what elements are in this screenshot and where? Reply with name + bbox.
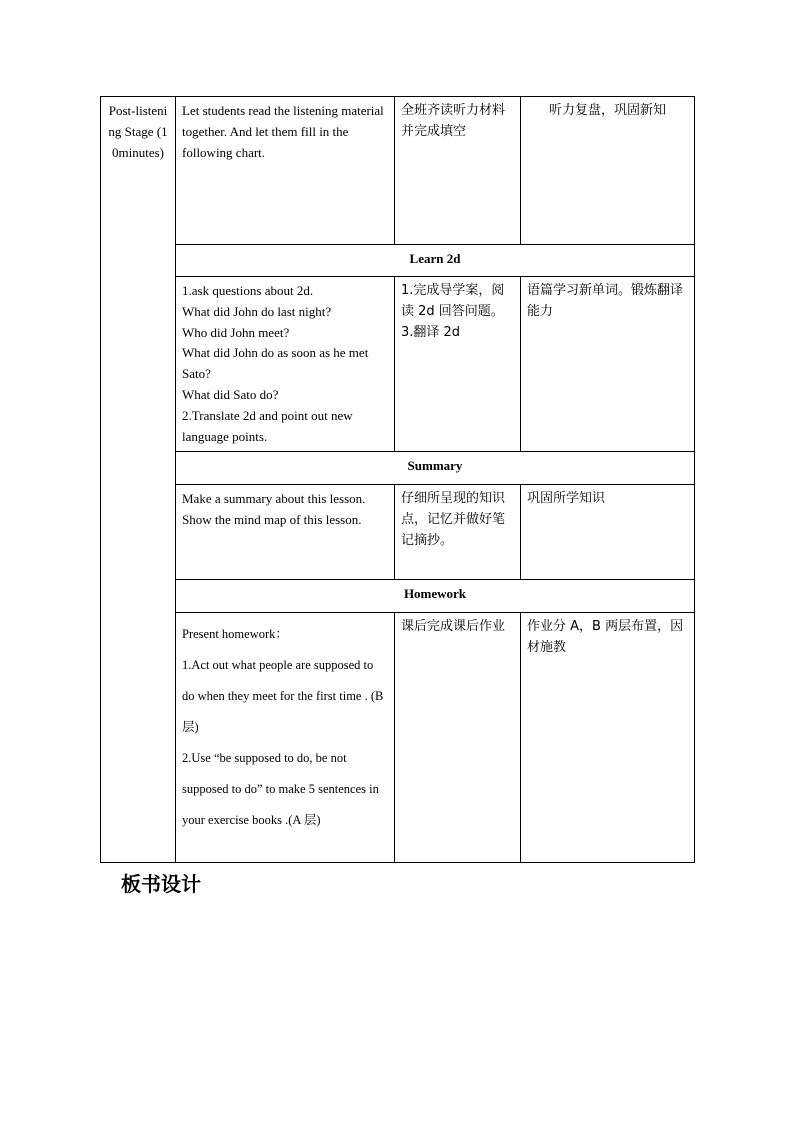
learn2d-header-row [101,245,695,277]
homework-header: Homework [176,580,695,613]
homework-teacher-line: 1.Act out what people are supposed to do when they meet for the first time . (B 层) [182,658,384,735]
lesson-plan-table [100,96,695,863]
learn2d-teacher-line: What did Sato do? [182,386,279,402]
stage-label: Post-listening Stage (10minutes) [108,103,168,160]
summary-header: Summary [176,452,695,485]
post-listening-student-cell [395,97,521,245]
summary-teacher-cell [176,485,395,580]
learn2d-teacher-cell [176,277,395,452]
homework-teacher-line: 2.Use “be supposed to do, be not supposed to do” to make 5 sentences in your exercise books .(A 层) [182,751,379,828]
learn2d-teacher-line: What did John do last night? [182,303,332,319]
summary-student-text: 仔细所呈现的知识点，记忆并做好笔记摘抄。 [401,491,506,548]
learn2d-student-cell [395,277,521,452]
board-design-heading: 板书设计 [121,872,201,896]
homework-teacher-line: Present homework： [182,627,288,642]
post-listening-teacher-cell [176,97,395,245]
summary-student-cell [395,485,521,580]
learn2d-teacher-line: Who did John meet? [182,324,290,340]
learn2d-teacher-line: 2.Translate 2d and point out new language points. [182,407,353,444]
summary-row [101,485,695,580]
post-listening-purpose-text: 听力复盘，巩固新知 [548,103,666,118]
stage-cell [101,97,176,863]
homework-student-text: 课后完成课后作业 [401,619,506,635]
learn2d-header: Learn 2d [176,245,695,277]
homework-row [101,613,695,863]
homework-header-row [101,580,695,613]
post-listening-purpose-cell [521,97,695,245]
learn2d-row [101,277,695,452]
learn2d-teacher-line: 1.ask questions about 2d. [182,283,314,298]
learn2d-student-line: 3.翻译 2d [401,324,461,340]
post-listening-row [101,97,695,245]
summary-purpose-text: 巩固所学知识 [527,491,606,507]
homework-purpose-text: 作业分 A，B 两层布置，因材施教 [527,619,684,656]
post-listening-teacher-text: Let students read the listening material together. And let them fill in the following chart. [182,103,384,160]
post-listening-student-text: 全班齐读听力材料并完成填空 [401,103,506,139]
learn2d-purpose-text: 语篇学习新单词。锻炼翻译能力 [527,283,684,319]
learn2d-student-line: 1.完成导学案，阅读 2d 回答问题。 [401,283,505,319]
learn2d-purpose-cell [521,277,695,452]
homework-teacher-cell [176,613,395,863]
homework-student-cell [395,613,521,863]
summary-purpose-cell [521,485,695,580]
learn2d-teacher-line: What did John do as soon as he met Sato? [182,345,369,382]
summary-header-row [101,452,695,485]
summary-teacher-text: Make a summary about this lesson. Show the mind map of this lesson. [182,491,366,528]
homework-purpose-cell [521,613,695,863]
